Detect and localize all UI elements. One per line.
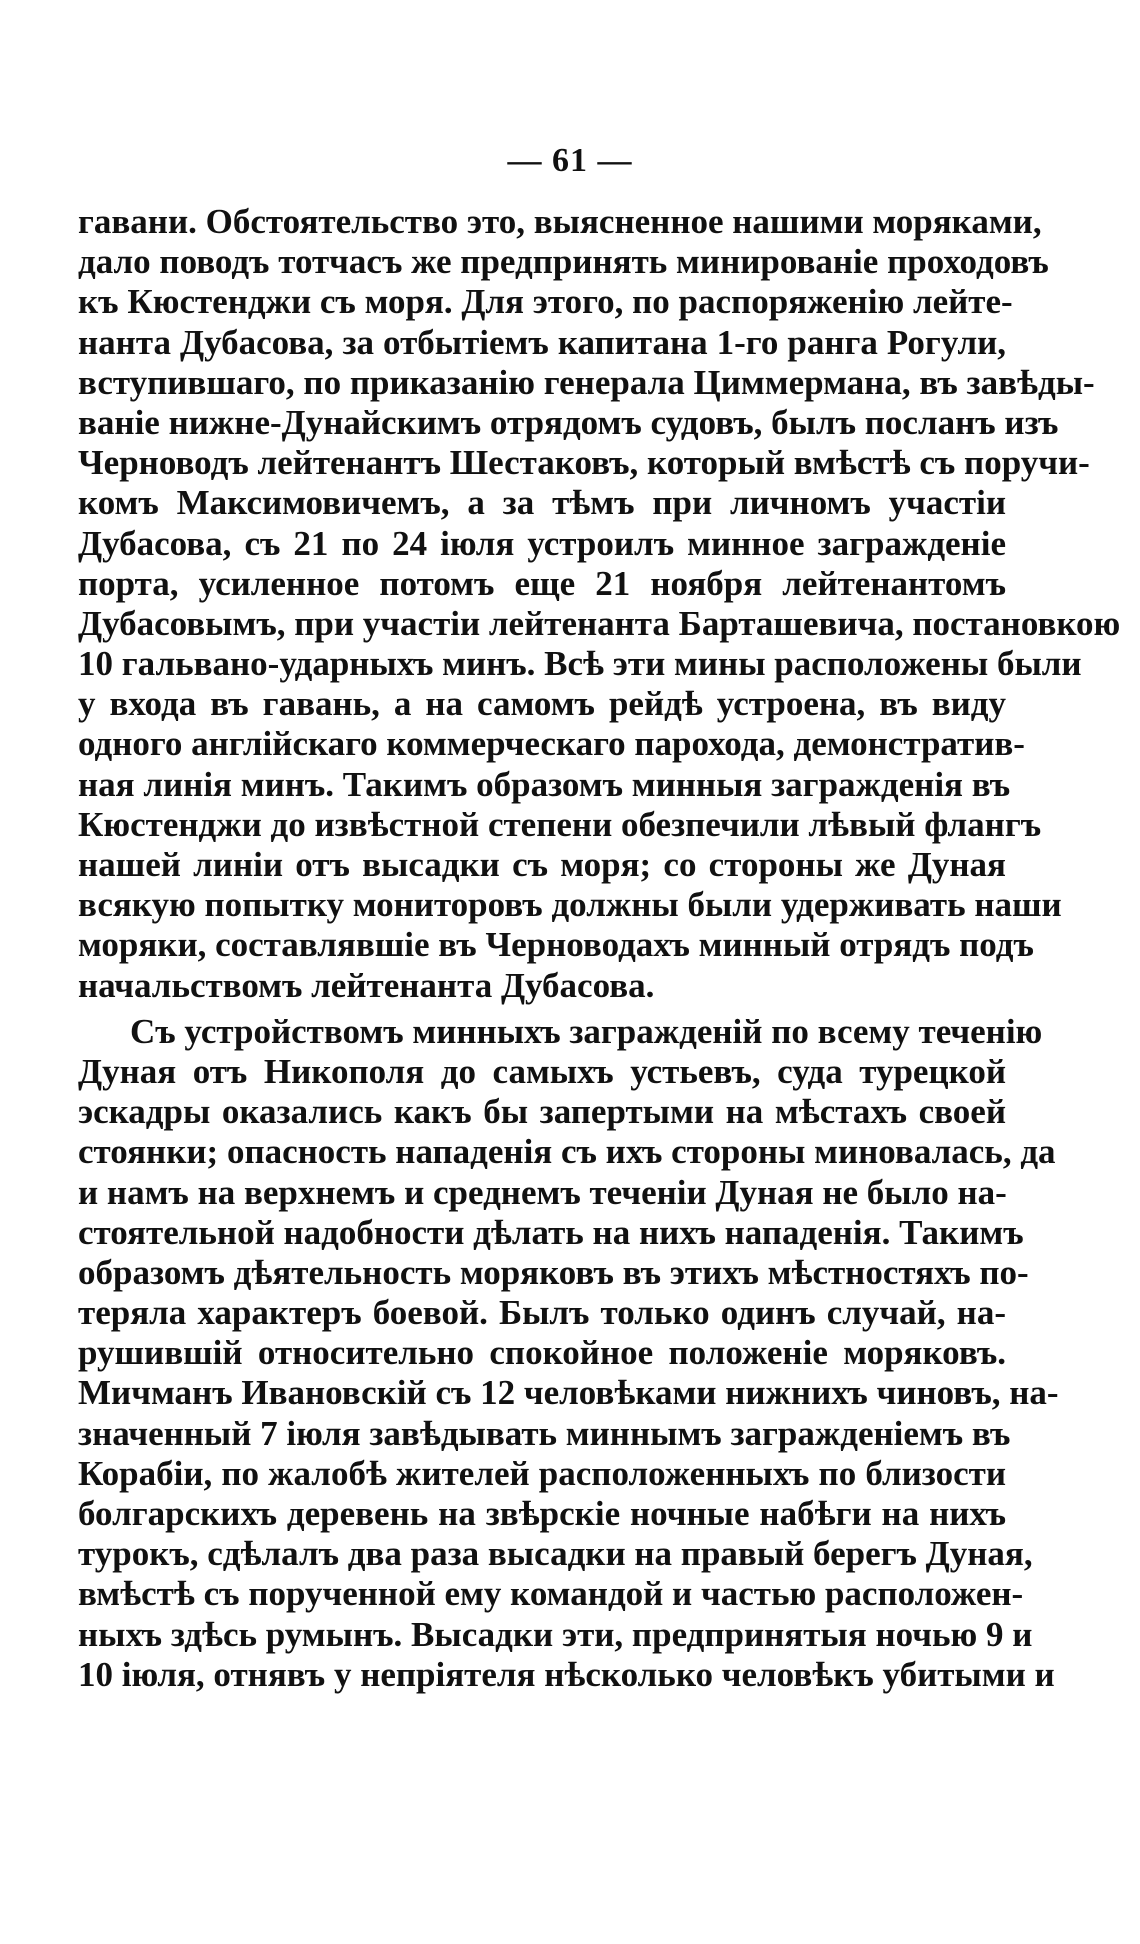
text-line: дало поводъ тотчасъ же предпринять минированіе проходовъ xyxy=(78,242,1049,282)
text-line: къ Кюстенджи съ моря. Для этого, по распоряженію лейте- xyxy=(78,282,1013,322)
page-number: — 61 — xyxy=(507,142,633,179)
text-line: ная линія минъ. Такимъ образомъ минныя загражденія въ xyxy=(78,764,1011,804)
text-line: стоянки; опасность нападенія съ ихъ стороны миновалась, да xyxy=(78,1132,1056,1172)
text-line: и намъ на верхнемъ и среднемъ теченіи Дуная не было на- xyxy=(78,1172,1007,1212)
text-line: теряла характеръ боевой. Былъ только одинъ случай, на- xyxy=(78,1293,1006,1333)
text-line: образомъ дѣятельность моряковъ въ этихъ мѣстностяхъ по- xyxy=(78,1252,1029,1292)
text-line: нанта Дубасова, за отбытіемъ капитана 1-го ранга Рогули, xyxy=(78,322,1006,362)
text-line: Дубасовымъ, при участіи лейтенанта Барташевича, постановкою xyxy=(78,603,1121,643)
text-line: порта, усиленное потомъ еще 21 ноября лейтенантомъ xyxy=(78,563,1006,603)
paragraph xyxy=(78,202,1121,1006)
text-line: комъ Максимовичемъ, а за тѣмъ при личномъ участіи xyxy=(78,483,1006,523)
text-line: одного англійскаго коммерческаго парохода, демонстратив- xyxy=(78,724,1025,764)
body-text xyxy=(78,202,1121,1695)
text-line: Дубасова, съ 21 по 24 іюля устроилъ минное загражденіе xyxy=(78,523,1006,563)
text-line: Мичманъ Ивановскій съ 12 человѣками нижнихъ чиновъ, на- xyxy=(78,1373,1059,1413)
text-line: гавани. Обстоятельство это, выясненное нашими моряками, xyxy=(78,202,1042,241)
text-line: болгарскихъ деревень на звѣрскіе ночные набѣги на нихъ xyxy=(78,1494,1006,1533)
text-line: стоятельной надобности дѣлать на нихъ нападенія. Такимъ xyxy=(78,1212,1024,1252)
text-line: 10 гальвано-ударныхъ минъ. Всѣ эти мины расположены были xyxy=(78,644,1082,684)
text-line: нашей линіи отъ высадки съ моря; со стороны же Дуная xyxy=(78,845,1006,884)
text-line: Корабіи, по жалобѣ жителей расположенныхъ по близости xyxy=(78,1453,1006,1493)
text-line: всякую попытку мониторовъ должны были удерживать наши xyxy=(78,885,1062,925)
text-line: моряки, составлявшіе въ Черноводахъ минный отрядъ подъ xyxy=(78,925,1034,965)
text-line: рушившій относительно спокойное положеніе моряковъ. xyxy=(78,1333,1006,1373)
paragraph xyxy=(78,1011,1059,1695)
text-line: ныхъ здѣсь румынъ. Высадки эти, предпринятыя ночью 9 и xyxy=(78,1614,1033,1654)
text-line: ваніе нижне-Дунайскимъ отрядомъ судовъ, былъ посланъ изъ xyxy=(78,402,1059,442)
text-line: турокъ, сдѣлалъ два раза высадки на правый берегъ Дуная, xyxy=(78,1534,1033,1574)
text-line: значенный 7 іюля завѣдывать миннымъ загражденіемъ въ xyxy=(78,1413,1011,1453)
text-line: Съ устройствомъ минныхъ загражденій по всему теченію xyxy=(130,1011,1043,1051)
text-line: вмѣстѣ съ порученной ему командой и частью расположен- xyxy=(78,1574,1024,1614)
text-line: вступившаго, по приказанію генерала Циммермана, въ завѣды- xyxy=(78,362,1095,402)
text-line: 10 іюля, отнявъ у непріятеля нѣсколько человѣкъ убитыми и xyxy=(78,1654,1055,1694)
text-line: Дуная отъ Никополя до самыхъ устьевъ, суда турецкой xyxy=(78,1051,1006,1091)
text-line: Черноводъ лейтенантъ Шестаковъ, который вмѣстѣ съ поручи- xyxy=(78,443,1090,483)
text-line: у входа въ гавань, а на самомъ рейдѣ устроена, въ виду xyxy=(78,684,1006,724)
text-line: начальствомъ лейтенанта Дубасова. xyxy=(78,965,655,1005)
text-line: Кюстенджи до извѣстной степени обезпечили лѣвый флангъ xyxy=(78,804,1042,844)
text-line: эскадры оказались какъ бы запертыми на мѣстахъ своей xyxy=(78,1092,1006,1132)
